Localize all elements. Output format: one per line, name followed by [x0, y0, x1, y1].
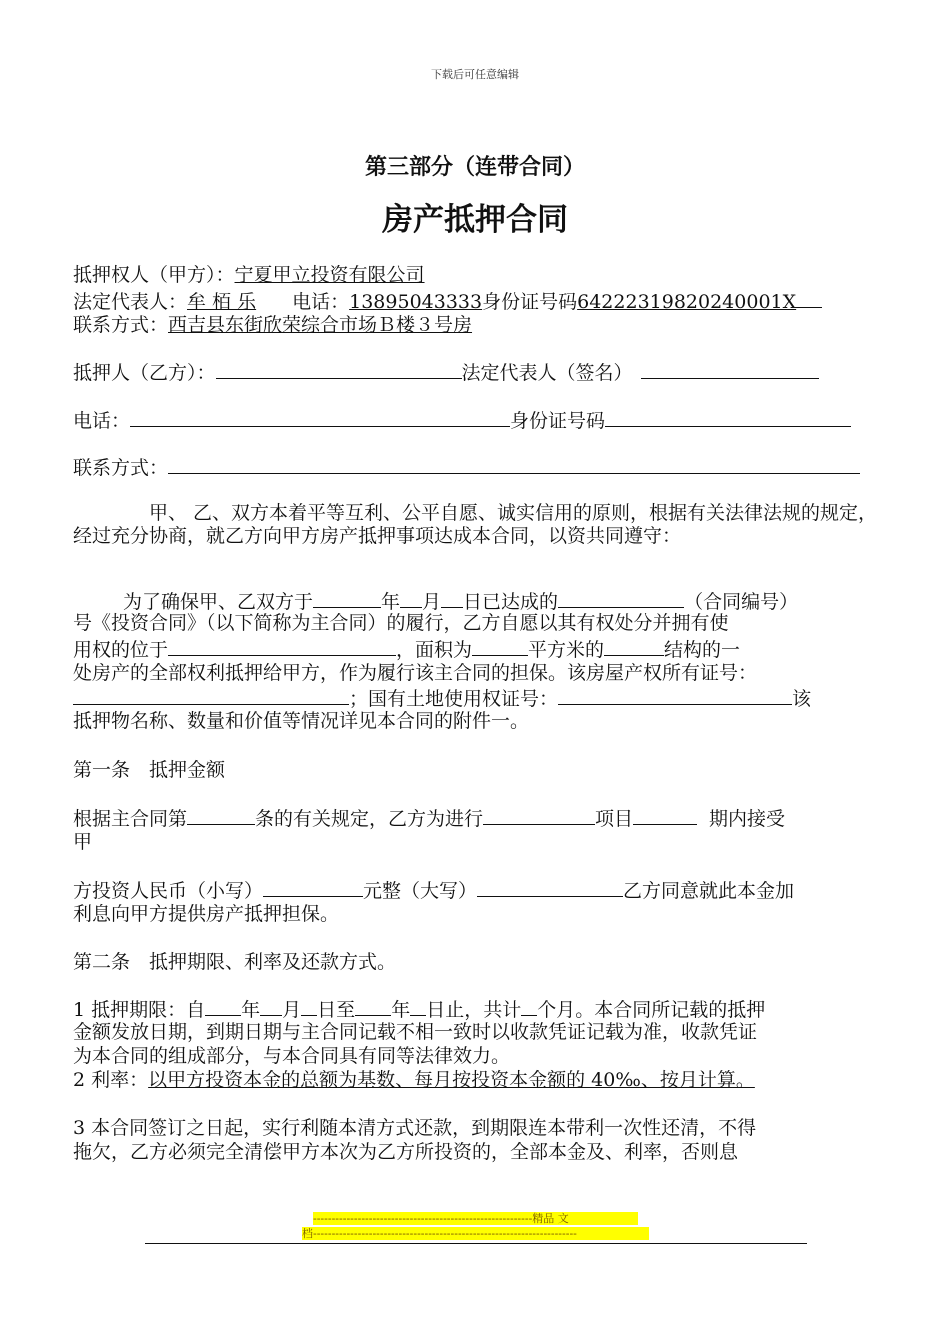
party-b-contact-field[interactable]	[168, 455, 860, 474]
footer-watermark-1: -----------------------------------------------------------精品 文	[313, 1212, 638, 1225]
part-title: 第三部分（连带合同）	[364, 154, 585, 180]
contract-title: 房产抵押合同	[382, 202, 568, 238]
article-2-line-5: 3 本合同签订之日起，实行利随本清方式还款，到期限连本带利一次性还清，不得	[73, 1117, 757, 1139]
party-b-phone-label: 电话：	[73, 410, 131, 432]
party-a-rep-name: 牟 栢 乐	[187, 291, 257, 313]
party-a-phone: 13895043333	[349, 291, 483, 313]
party-b-label: 抵押人（乙方）：	[73, 362, 216, 384]
purpose-line-5: ；国有土地使用权证号： 该	[73, 686, 811, 711]
article-2-line-3: 为本合同的组成部分，与本合同具有同等法律效力。	[73, 1045, 511, 1067]
party-a-contact-label: 联系方式：	[73, 314, 169, 336]
purpose-line-4: 处房产的全部权利抵押给甲方，作为履行该主合同的担保。该房屋产权所有证号：	[73, 662, 758, 684]
article-1-line-3: 方投资人民币（小写） 元整（大写） 乙方同意就此本金加	[73, 880, 795, 902]
purpose-line-3: 用权的位于 ，面积为 平方米的 结构的一	[73, 639, 741, 661]
article-1-line-1: 根据主合同第 条的有关规定，乙方为进行 项目 期内接受	[73, 808, 786, 830]
footer-watermark-2: 档-----------------------------------------------------------------------	[302, 1227, 649, 1240]
party-b-line	[73, 360, 819, 385]
party-a-label: 抵押权人（甲方）：	[73, 264, 235, 286]
party-a-id-label: 身份证号码	[482, 291, 578, 313]
party-b-signature-field[interactable]	[641, 360, 819, 379]
header-note: 下载后可任意编辑	[431, 68, 519, 81]
party-b-phone-field[interactable]	[130, 408, 510, 427]
article-2-line-6: 拖欠，乙方必须完全清偿甲方本次为乙方所投资的，全部本金及、利率，否则息	[73, 1141, 739, 1163]
party-a-id: 64222319820240001X	[577, 291, 797, 313]
article-1-line-2: 甲	[73, 831, 93, 853]
party-b-name-field[interactable]	[216, 360, 462, 379]
party-b-id-label: 身份证号码	[510, 410, 606, 432]
party-a-line	[73, 264, 425, 287]
party-a-contact-line	[73, 314, 472, 337]
footer-rule	[145, 1243, 807, 1244]
intro-paragraph: 甲、 乙、双方本着平等互利、公平自愿、诚实信用的原则，根据有关法律法规的规定，经过充分协商，就乙方向甲方房产抵押事项达成本合同，以资共同遵守：	[73, 502, 878, 547]
party-a-rep-line	[73, 289, 822, 314]
article-2-heading: 第二条 抵押期限、利率及还款方式。	[73, 951, 397, 973]
article-2-rate-line: 2 利率：以甲方投资本金的总额为基数、每月按投资本金额的 40‰、按月计算。	[73, 1069, 755, 1091]
article-1-line-4: 利息向甲方提供房产抵押担保。	[73, 903, 340, 925]
interest-rate: 以甲方投资本金的总额为基数、每月按投资本金额的 40‰、按月计算。	[148, 1069, 755, 1091]
party-a-rep-label: 法定代表人：	[73, 291, 188, 313]
article-2-line-1: 1 抵押期限：自 年 月 日至 年 日止，共计 个月。本合同所记载的抵押	[73, 999, 766, 1021]
party-a-name: 宁夏甲立投资有限公司	[234, 264, 425, 286]
party-b-phone-line	[73, 408, 851, 433]
purpose-line-6: 抵押物名称、数量和价值等情况详见本合同的附件一。	[73, 710, 530, 732]
party-a-phone-label: 电话：	[292, 291, 350, 313]
article-1-heading: 第一条 抵押金额	[73, 759, 226, 781]
party-a-contact: 西吉县东街欣荣综合市场Ｂ楼３号房	[168, 314, 473, 336]
purpose-line-2: 号《投资合同》（以下简称为主合同）的履行，乙方自愿以其有权处分并拥有使	[73, 612, 729, 634]
party-b-contact-label: 联系方式：	[73, 457, 169, 479]
purpose-line-1: 为了确保甲、乙双方于 年 月 日已达成的 （合同编号）	[123, 591, 799, 613]
party-b-contact-line	[73, 455, 860, 480]
party-b-id-field[interactable]	[605, 408, 851, 427]
party-b-rep-label: 法定代表人（签名）	[461, 362, 633, 384]
article-2-line-2: 金额发放日期，到期日期与主合同记载不相一致时以收款凭证记载为准，收款凭证	[73, 1021, 758, 1043]
